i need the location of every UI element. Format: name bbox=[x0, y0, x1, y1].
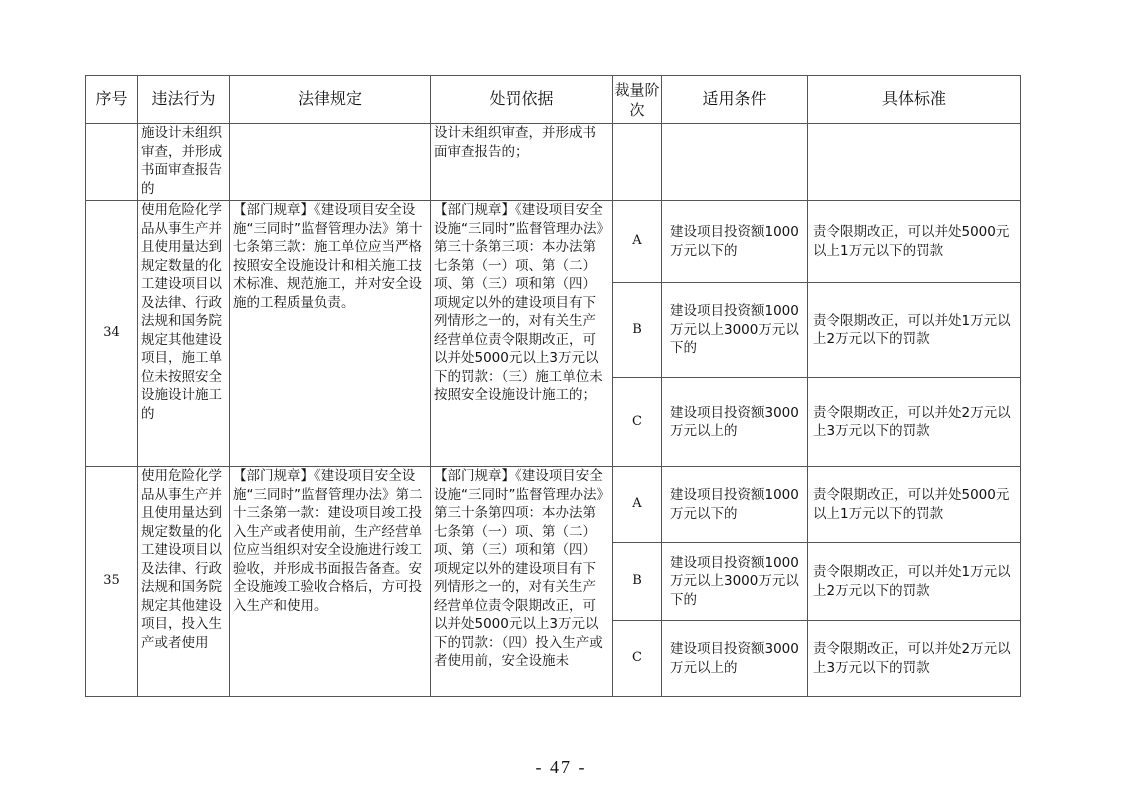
header-law: 法律规定 bbox=[230, 76, 431, 124]
header-act: 违法行为 bbox=[138, 76, 230, 124]
cont-law bbox=[230, 124, 431, 201]
header-level: 裁量阶次 bbox=[613, 76, 662, 124]
level-label: C bbox=[613, 621, 662, 697]
table-row-34 bbox=[86, 201, 1021, 283]
table-row-continued bbox=[86, 124, 1021, 201]
cont-no bbox=[86, 124, 138, 201]
standard-text: 责令限期改正，可以并处2万元以上3万元以下的罚款 bbox=[808, 621, 1021, 697]
condition-text: 建设项目投资额1000万元以上3000万元以下的 bbox=[662, 283, 808, 378]
standard-text: 责令限期改正，可以并处5000元以上1万元以下的罚款 bbox=[808, 201, 1021, 283]
level-label: C bbox=[613, 378, 662, 467]
penalty-table bbox=[85, 75, 1021, 697]
condition-text: 建设项目投资额3000万元以上的 bbox=[662, 378, 808, 467]
level-label: B bbox=[613, 283, 662, 378]
level-label: A bbox=[613, 201, 662, 283]
standard-text: 责令限期改正，可以并处1万元以上2万元以下的罚款 bbox=[808, 283, 1021, 378]
standard-text: 责令限期改正，可以并处5000元以上1万元以下的罚款 bbox=[808, 467, 1021, 543]
row-number: 34 bbox=[86, 201, 138, 467]
cont-cond bbox=[662, 124, 808, 201]
violation-text: 使用危险化学品从事生产并且使用量达到规定数量的化工建设项目以及法律、行政法规和国务院规定其他建设项目，投入生产或者使用 bbox=[138, 467, 230, 697]
law-text: 【部门规章】《建设项目安全设施“三同时”监督管理办法》第十七条第三款：施工单位应当严格按照安全设施设计和相关施工技术标准、规范施工，并对安全设施的工程质量负责。 bbox=[230, 201, 431, 467]
condition-text: 建设项目投资额1000万元以下的 bbox=[662, 467, 808, 543]
basis-text: 【部门规章】《建设项目安全设施“三同时”监督管理办法》第三十条第三项：本办法第七条第（一）项、第（二）项、第（三）项和第（四）项规定以外的建设项目有下列情形之一的，对有关生产经营单位责令限期改正，可以并处5000元以上3万元以下的罚款：（三）施工单位未按照安全设施设计施工的； bbox=[431, 201, 613, 467]
header-basis: 处罚依据 bbox=[431, 76, 613, 124]
condition-text: 建设项目投资额1000万元以下的 bbox=[662, 201, 808, 283]
standard-text: 责令限期改正，可以并处1万元以上2万元以下的罚款 bbox=[808, 543, 1021, 621]
page-number: - 47 - bbox=[535, 757, 587, 777]
law-text: 【部门规章】《建设项目安全设施“三同时”监督管理办法》第二十三条第一款：建设项目竣工投入生产或者使用前，生产经营单位应当组织对安全设施进行竣工验收，并形成书面报告备查。安全设施竣工验收合格后，方可投入生产和使用。 bbox=[230, 467, 431, 697]
standard-text: 责令限期改正，可以并处2万元以上3万元以下的罚款 bbox=[808, 378, 1021, 467]
violation-text: 使用危险化学品从事生产并且使用量达到规定数量的化工建设项目以及法律、行政法规和国务院规定其他建设项目，施工单位未按照安全设施设计施工的 bbox=[138, 201, 230, 467]
header-cond: 适用条件 bbox=[662, 76, 808, 124]
cont-std bbox=[808, 124, 1021, 201]
cont-level bbox=[613, 124, 662, 201]
header-row bbox=[86, 76, 1021, 124]
cont-act: 施设计未组织审查，并形成书面审查报告的 bbox=[138, 124, 230, 201]
table-row-35 bbox=[86, 467, 1021, 543]
condition-text: 建设项目投资额1000万元以上3000万元以下的 bbox=[662, 543, 808, 621]
level-label: A bbox=[613, 467, 662, 543]
header-std: 具体标准 bbox=[808, 76, 1021, 124]
basis-text: 【部门规章】《建设项目安全设施“三同时”监督管理办法》第三十条第四项：本办法第七条第（一）项、第（二）项、第（三）项和第（四）项规定以外的建设项目有下列情形之一的，对有关生产经营单位责令限期改正，可以并处5000元以上3万元以下的罚款：（四）投入生产或者使用前，安全设施未 bbox=[431, 467, 613, 697]
header-no: 序号 bbox=[86, 76, 138, 124]
row-number: 35 bbox=[86, 467, 138, 697]
cont-basis: 设计未组织审查，并形成书面审查报告的； bbox=[431, 124, 613, 201]
level-label: B bbox=[613, 543, 662, 621]
condition-text: 建设项目投资额3000万元以上的 bbox=[662, 621, 808, 697]
